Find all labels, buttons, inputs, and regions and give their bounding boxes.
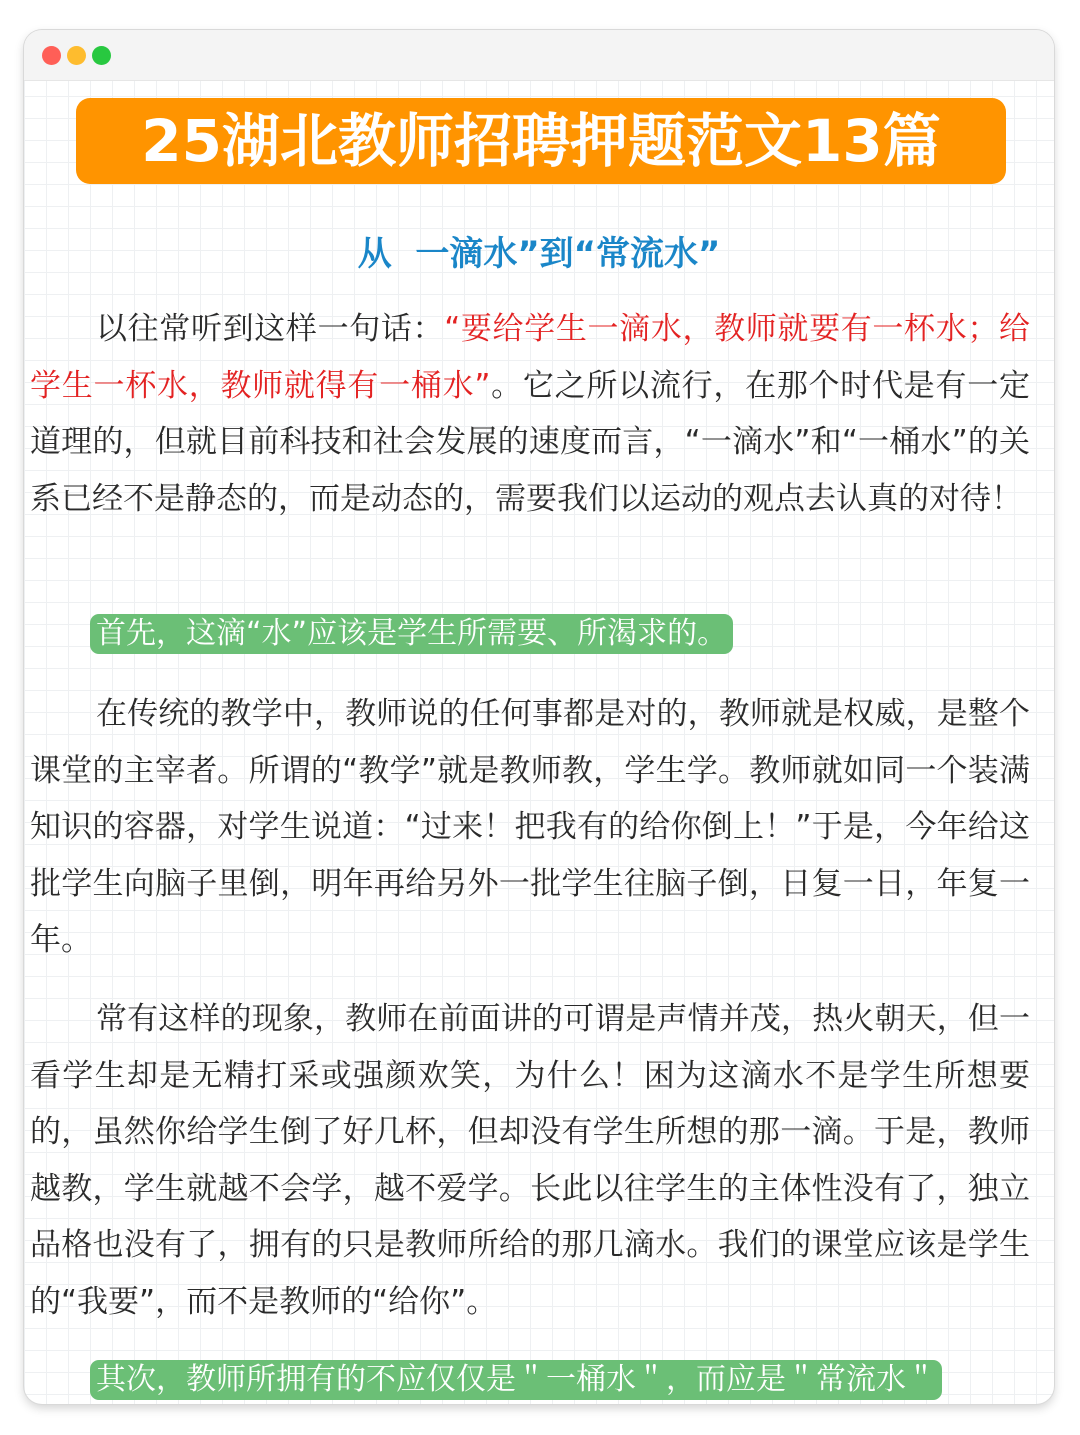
intro-quote: “要给学生一滴水，教师就要有一杯水；给学生一杯水，教师就得有一桶水” <box>30 311 1030 404</box>
minimize-window-icon[interactable] <box>67 46 86 65</box>
paragraph-intro <box>30 301 1030 527</box>
paragraph-traditional-teaching: 在传统的教学中，教师说的任何事都是对的，教师就是权威，是整个课堂的主宰者。所谓的“教学”就是教师教，学生学。教师就如同一个装满知识的容器，对学生说道：“过来！把我有的给你倒上！”于是，今年给这批学生向脑子里倒，明年再给另外一批学生往脑子倒，日复一日，年复一年。 <box>30 696 1030 958</box>
close-window-icon[interactable] <box>42 46 61 65</box>
window-titlebar <box>24 30 1054 81</box>
article-subtitle: 从 一滴水”到“常流水” <box>357 234 721 274</box>
section-heading-second: 其次，教师所拥有的不应仅仅是＂一桶水＂，而应是＂常流水＂ <box>90 1360 942 1400</box>
document-window <box>24 30 1054 1404</box>
section-heading-first: 首先，这滴“水”应该是学生所需要、所渴求的。 <box>90 614 733 654</box>
title-banner: 25湖北教师招聘押题范文13篇 <box>76 98 1006 184</box>
intro-lead: 以往常听到这样一句话： <box>96 311 445 347</box>
intro-rest: 。它之所以流行，在那个时代是有一定道理的，但就目前科技和社会发展的速度而言，“一滴水”和“一桶水”的关系已经不是静态的，而是动态的，需要我们以运动的观点去认真的对待！ <box>30 367 1030 517</box>
paragraph-classroom-phenomenon: 常有这样的现象，教师在前面讲的可谓是声情并茂，热火朝天，但一看学生却是无精打采或强颜欢笑，为什么！困为这滴水不是学生所想要的，虽然你给学生倒了好几杯，但却没有学生所想的那一滴。于是，教师越教，学生就越不会学，越不爱学。长此以往学生的主体性没有了，独立品格也没有了，拥有的只是教师所给的那几滴水。我们的课堂应该是学生的“我要”，而不是教师的“给你”。 <box>30 1001 1030 1320</box>
maximize-window-icon[interactable] <box>92 46 111 65</box>
